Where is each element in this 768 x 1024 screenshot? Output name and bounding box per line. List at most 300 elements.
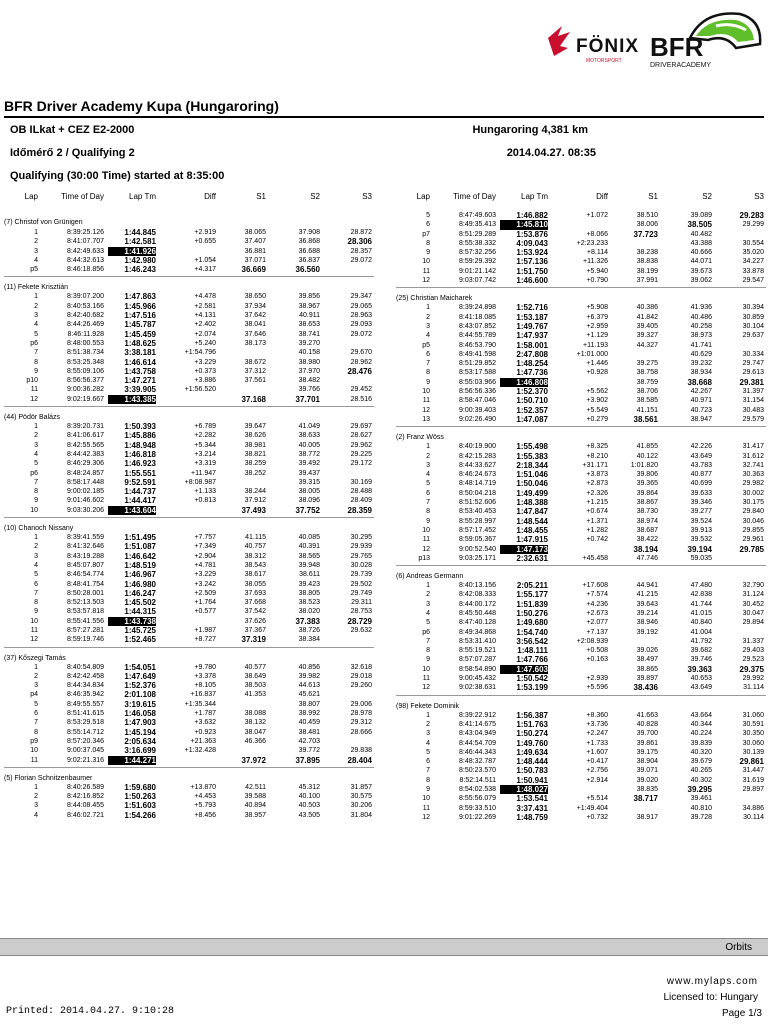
lap-number: 7 — [34, 719, 38, 727]
sector-1: 39.365 — [636, 480, 658, 488]
lap-number: 3 — [34, 247, 38, 255]
diff: +1.215 — [586, 499, 608, 507]
time-of-day: 8:43:19.288 — [67, 552, 104, 560]
sector-1: 39.806 — [636, 471, 658, 479]
header-s2: S2 — [310, 192, 320, 201]
diff: +4.131 — [194, 312, 216, 320]
lap-row — [4, 811, 374, 820]
lap-row — [4, 395, 374, 404]
lap-number: 4 — [34, 256, 38, 264]
sector-3: 29.093 — [350, 321, 372, 329]
lap-row — [396, 359, 766, 368]
diff: +1.446 — [586, 360, 608, 368]
time-of-day: 8:42:42.458 — [67, 672, 104, 680]
sector-2: 40.856 — [298, 663, 320, 671]
sector-2: 38.967 — [298, 302, 320, 310]
sector-1: 39.275 — [636, 360, 658, 368]
sector-3: 32.790 — [742, 582, 764, 590]
sector-1: 41.663 — [636, 711, 658, 719]
sector-2: 40.666 — [690, 249, 712, 257]
sector-3: 29.840 — [742, 508, 764, 516]
lap-row — [396, 804, 766, 813]
sector-2: 40.391 — [298, 543, 320, 551]
sector-3: 28.516 — [350, 395, 372, 403]
lap-number: 5 — [34, 571, 38, 579]
lap-row — [4, 626, 374, 635]
lap-time: 1:47.087 — [516, 414, 548, 424]
lap-row — [4, 311, 374, 320]
lap-row — [4, 256, 374, 265]
lap-time: 1:52.357 — [516, 405, 548, 415]
lap-row — [396, 461, 766, 470]
lap-time: 1:47.736 — [516, 368, 548, 378]
time-of-day: 8:49:34.868 — [459, 628, 496, 636]
svg-text:MOTORSPORT: MOTORSPORT — [586, 58, 622, 64]
diff: +2.509 — [194, 589, 216, 597]
sector-3: 30.394 — [742, 304, 764, 312]
time-of-day: 8:57:27.281 — [67, 626, 104, 634]
diff: +5.908 — [586, 304, 608, 312]
diff: +0.928 — [586, 369, 608, 377]
time-of-day: 8:55:19.521 — [459, 647, 496, 655]
time-of-day: 8:53:25.348 — [67, 358, 104, 366]
lap-time: 2:01.108 — [124, 690, 156, 700]
diff: +11.193 — [583, 341, 608, 349]
lap-row — [4, 737, 374, 746]
lap-row — [396, 628, 766, 637]
lap-number: 9 — [34, 497, 38, 505]
lap-row — [4, 320, 374, 329]
lap-number: 5 — [426, 212, 430, 219]
lap-time: 1:49.499 — [516, 488, 548, 498]
lap-row — [396, 637, 766, 646]
time-of-day: 8:57:20.346 — [67, 737, 104, 745]
lap-row — [4, 431, 374, 440]
lap-row — [4, 542, 374, 551]
sector-2: 39.673 — [690, 267, 712, 275]
diff: +0.813 — [194, 497, 216, 505]
time-of-day: 9:03:07.742 — [459, 277, 496, 285]
diff: +8.456 — [194, 811, 216, 819]
sector-2: 38.505 — [687, 220, 712, 230]
driver-name: (98) Fekete Dominik — [396, 695, 766, 711]
sector-3: 31.804 — [350, 811, 372, 819]
mylaps-url[interactable]: www.mylaps.com — [666, 976, 758, 987]
sector-3: 29.765 — [350, 552, 372, 560]
time-of-day: 8:44:55.789 — [459, 332, 496, 340]
time-of-day: 8:56:56.377 — [67, 377, 104, 385]
lap-number: 5 — [34, 700, 38, 708]
lap-number: 10 — [422, 665, 430, 673]
lap-row — [4, 709, 374, 718]
time-of-day: 9:01:46.602 — [67, 497, 104, 505]
header-lap: Lap — [24, 192, 38, 201]
sector-2: 39.982 — [298, 672, 320, 680]
time-of-day: 8:44:32.613 — [67, 256, 104, 264]
sector-2: 39.633 — [690, 489, 712, 497]
time-of-day: 8:40:13.156 — [459, 582, 496, 590]
time-of-day: 8:55:03.966 — [459, 378, 496, 386]
diff: +7.137 — [586, 628, 608, 636]
lap-row — [4, 385, 374, 394]
sector-2: 39.461 — [690, 795, 712, 803]
lap-number: 1 — [34, 534, 38, 542]
header-lap: Lap — [416, 192, 430, 201]
track-info: Hungaroring 4,381 km — [472, 124, 588, 136]
sector-2: 43.783 — [690, 461, 712, 469]
sector-3: 30.002 — [742, 489, 764, 497]
sector-1: 40.386 — [636, 304, 658, 312]
time-of-day: 8:46:53.790 — [459, 341, 496, 349]
lap-row — [396, 729, 766, 738]
time-of-day: 8:59:33.510 — [459, 804, 496, 812]
lap-time: 3:38.181 — [124, 348, 156, 358]
sector-3: 29.838 — [350, 747, 372, 755]
lap-row — [396, 257, 766, 266]
time-of-day: 8:39:41.559 — [67, 534, 104, 542]
lap-row — [396, 498, 766, 507]
sector-2: 43.649 — [690, 452, 712, 460]
lap-row — [396, 554, 766, 563]
time-of-day: 8:50:23.570 — [459, 767, 496, 775]
sector-2: 39.492 — [298, 460, 320, 468]
time-of-day: 8:48:41.754 — [67, 580, 104, 588]
time-of-day: 8:44:42.383 — [67, 450, 104, 458]
sector-1: 38.510 — [636, 212, 658, 219]
time-of-day: 8:41:07.707 — [67, 238, 104, 246]
time-of-day: 8:49:35.413 — [459, 221, 496, 229]
lap-number: 11 — [422, 675, 430, 683]
diff: +0.279 — [586, 415, 608, 423]
sector-3: 30.028 — [350, 561, 372, 569]
sector-1: 40.894 — [244, 802, 266, 810]
lap-number: 9 — [34, 367, 38, 375]
sector-1: 38.088 — [244, 710, 266, 718]
diff: +1:01.000 — [576, 350, 608, 358]
lap-number: 1 — [34, 229, 38, 236]
lap-number: 5 — [34, 330, 38, 338]
sector-1: 37.723 — [633, 229, 658, 239]
driver-name: (6) Andreas Germann — [396, 565, 766, 581]
lap-number: 9 — [426, 249, 430, 257]
time-of-day: 8:44:54.709 — [459, 739, 496, 747]
sector-3: 30.060 — [742, 739, 764, 747]
diff: +2:08.939 — [576, 637, 608, 645]
lap-row — [396, 276, 766, 285]
lap-time: 1:44.417 — [124, 496, 156, 506]
lap-time: 1:50.783 — [516, 766, 548, 776]
lap-row — [4, 700, 374, 709]
lap-row — [396, 211, 766, 220]
time-of-day: 8:39:22.912 — [459, 711, 496, 719]
sector-2: 59.035 — [690, 554, 712, 562]
sector-3: 29.962 — [350, 441, 372, 449]
lap-time: 2:32.631 — [516, 553, 548, 563]
sector-1: 40.828 — [636, 720, 658, 728]
lap-number: 6 — [426, 758, 430, 766]
lap-row — [396, 581, 766, 590]
sector-3: 30.452 — [742, 600, 764, 608]
sector-2: 41.015 — [690, 609, 712, 617]
time-of-day: 8:55:41.556 — [67, 617, 104, 625]
sector-2: 40.302 — [690, 776, 712, 784]
lap-row — [4, 237, 374, 246]
sector-3: 28.872 — [350, 229, 372, 236]
lap-number: 4 — [34, 450, 38, 458]
diff: +3.736 — [586, 720, 608, 728]
lap-number: p5 — [30, 266, 38, 274]
diff: +5.562 — [586, 388, 608, 396]
diff: +0.790 — [586, 277, 608, 285]
sector-1: 44.327 — [636, 341, 658, 349]
diff: +0.923 — [194, 728, 216, 736]
lap-number: 12 — [30, 395, 38, 403]
lap-time: 1:55.383 — [516, 451, 548, 461]
lap-number: 2 — [34, 432, 38, 440]
lap-time: 1:52.465 — [124, 635, 156, 645]
sector-2: 40.224 — [690, 730, 712, 738]
time-of-day: 8:51:41.615 — [67, 710, 104, 718]
sector-3: 28.359 — [347, 505, 372, 515]
lap-time: 3:16.699 — [124, 746, 156, 756]
diff: +5.549 — [586, 406, 608, 414]
time-of-day: 8:46:44.343 — [459, 748, 496, 756]
header-diff: Diff — [204, 192, 216, 201]
sector-2: 37.908 — [298, 229, 320, 236]
sector-1: 37.642 — [244, 312, 266, 320]
lap-number: 3 — [426, 461, 430, 469]
time-of-day: 9:00:02.185 — [67, 488, 104, 496]
lap-number: 4 — [34, 811, 38, 819]
time-of-day: 8:41:06.617 — [67, 432, 104, 440]
sector-1: 41.215 — [636, 591, 658, 599]
diff: +0.577 — [194, 608, 216, 616]
diff: +9.780 — [194, 663, 216, 671]
lap-number: p10 — [26, 377, 38, 385]
lap-time: 1:46.642 — [124, 551, 156, 561]
diff: +3.242 — [194, 580, 216, 588]
lap-time: 1:53.541 — [516, 794, 548, 804]
time-of-day: 8:44:08.455 — [67, 802, 104, 810]
sector-2: 45.621 — [298, 691, 320, 699]
sector-1: 39.192 — [636, 628, 658, 636]
sector-2: 36.688 — [298, 247, 320, 255]
lap-time: 1:44.271 — [108, 756, 156, 765]
sector-2: 42.226 — [690, 443, 712, 451]
lap-number: 12 — [422, 684, 430, 692]
sector-2: 39.524 — [690, 517, 712, 525]
time-of-day: 8:51:38.734 — [67, 349, 104, 357]
lap-row — [396, 748, 766, 757]
sector-3: 29.452 — [350, 386, 372, 394]
lap-time: 1:45.886 — [124, 431, 156, 441]
lap-time: 1:51.046 — [516, 470, 548, 480]
sector-1: 37.693 — [244, 589, 266, 597]
sector-3: 28.978 — [350, 710, 372, 718]
sector-2: 37.701 — [295, 394, 320, 404]
lap-row — [396, 545, 766, 554]
sector-1: 37.561 — [244, 377, 266, 385]
sector-1: 36.669 — [241, 265, 266, 275]
lap-row — [4, 348, 374, 357]
sector-1: 39.643 — [636, 600, 658, 608]
sector-1: 37.407 — [244, 238, 266, 246]
sector-1: 38.497 — [636, 656, 658, 664]
driver-name: (25) Christian Maicharek — [396, 287, 766, 303]
time-of-day: 9:00:52.540 — [459, 545, 496, 553]
sector-2: 38.523 — [298, 599, 320, 607]
lap-number: 11 — [422, 804, 430, 812]
time-of-day: 8:42:49.633 — [67, 247, 104, 255]
sector-3: 33.878 — [742, 267, 764, 275]
header-s3: S3 — [362, 192, 372, 201]
lap-number: 2 — [34, 302, 38, 310]
lap-number: 3 — [34, 802, 38, 810]
sector-1: 38.199 — [636, 267, 658, 275]
diff: +1.987 — [194, 626, 216, 634]
lap-number: 2 — [426, 591, 430, 599]
sector-3: 29.283 — [739, 211, 764, 220]
diff: +1:54.796 — [184, 349, 216, 357]
sector-2: 40.482 — [690, 230, 712, 238]
lap-time: 1:47.903 — [124, 718, 156, 728]
lap-row — [396, 507, 766, 516]
sector-2: 40.085 — [298, 534, 320, 542]
time-of-day: 9:03:25.171 — [459, 554, 496, 562]
lap-number: 9 — [426, 656, 430, 664]
lap-time: 1:47.863 — [124, 292, 156, 302]
sector-1: 37.493 — [241, 505, 266, 515]
sector-2: 37.752 — [295, 505, 320, 515]
lap-time: 1:55.551 — [124, 468, 156, 478]
sector-2: 38.005 — [298, 488, 320, 496]
lap-row — [396, 406, 766, 415]
lap-row — [4, 506, 374, 515]
lap-time: 1:47.603 — [500, 665, 548, 674]
lap-number: 2 — [426, 313, 430, 321]
time-of-day: 8:42:08.333 — [459, 591, 496, 599]
time-of-day: 8:59:05.367 — [459, 536, 496, 544]
time-of-day: 8:40:54.809 — [67, 663, 104, 671]
sector-3: 30.175 — [742, 499, 764, 507]
sector-1: 38.543 — [244, 561, 266, 569]
sector-1: 38.561 — [633, 414, 658, 424]
lap-number: 4 — [34, 321, 38, 329]
header-s3: S3 — [754, 192, 764, 201]
diff: +21.363 — [190, 737, 216, 745]
sector-1: 38.957 — [244, 811, 266, 819]
sector-1: 37.972 — [241, 755, 266, 765]
sector-1: 38.503 — [244, 682, 266, 690]
sector-3: 29.579 — [742, 415, 764, 423]
lap-time: 1:49.767 — [516, 321, 548, 331]
printed-timestamp: Printed: 2014.04.27. 9:10:28 — [6, 1006, 175, 1017]
lap-number: 8 — [34, 358, 38, 366]
sector-2: 41.744 — [690, 600, 712, 608]
lap-time: 1:41.926 — [108, 247, 156, 256]
sector-3: 29.375 — [739, 664, 764, 674]
sector-1: 38.585 — [636, 397, 658, 405]
sector-3: 29.299 — [742, 221, 764, 229]
sector-1: 37.367 — [244, 626, 266, 634]
lap-number: 8 — [426, 369, 430, 377]
lap-time: 3:56.542 — [516, 636, 548, 646]
sector-3: 29.982 — [742, 480, 764, 488]
time-of-day: 8:49:41.598 — [459, 350, 496, 358]
diff: +2.873 — [586, 480, 608, 488]
lap-time: 1:52.376 — [124, 681, 156, 691]
lap-row — [4, 718, 374, 727]
driver-name: (37) Kőszegi Tamás — [4, 647, 374, 663]
sector-1: 38.312 — [244, 552, 266, 560]
sector-1: 39.214 — [636, 609, 658, 617]
time-of-day: 8:46:35.942 — [67, 691, 104, 699]
diff: +5.240 — [194, 339, 216, 347]
sector-2: 38.565 — [298, 552, 320, 560]
sector-1: 38.730 — [636, 508, 658, 516]
lap-number: 7 — [34, 478, 38, 486]
lap-time: 2:05.211 — [516, 581, 548, 591]
lap-number: p9 — [30, 737, 38, 745]
time-of-day: 8:44:00.172 — [459, 600, 496, 608]
time-of-day: 8:56:56.336 — [459, 388, 496, 396]
lap-time: 1:53.199 — [516, 683, 548, 693]
lap-row — [4, 358, 374, 367]
sector-2: 43.388 — [690, 239, 712, 247]
lap-time: 1:45.787 — [124, 320, 156, 330]
lap-row — [396, 442, 766, 451]
time-of-day: 9:00:37.045 — [67, 747, 104, 755]
header-time-of-day: Time of Day — [453, 192, 496, 201]
lap-number: 4 — [34, 561, 38, 569]
lap-number: 9 — [426, 786, 430, 794]
lap-number: 1 — [34, 293, 38, 301]
lap-number: 1 — [426, 582, 430, 590]
sector-3: 30.047 — [742, 609, 764, 617]
diff: +4.478 — [194, 293, 216, 301]
sector-1: 38.055 — [244, 580, 266, 588]
lap-time: 1:51.750 — [516, 266, 548, 276]
lap-time: 1:53.187 — [516, 312, 548, 322]
time-of-day: 8:41:18.085 — [459, 313, 496, 321]
sector-1: 41.855 — [636, 443, 658, 451]
sector-3: 30.363 — [742, 471, 764, 479]
lap-row — [396, 517, 766, 526]
svg-text:FÖNIX: FÖNIX — [576, 36, 640, 57]
sector-2: 39.766 — [298, 386, 320, 394]
lap-number: p7 — [422, 230, 430, 238]
diff: +11.326 — [583, 258, 608, 266]
sector-1: 38.259 — [244, 460, 266, 468]
sector-3: 29.225 — [350, 450, 372, 458]
sector-2: 36.837 — [298, 256, 320, 264]
lap-time: 1:47.173 — [500, 545, 548, 554]
sector-1: 44.941 — [636, 582, 658, 590]
sector-2: 41.049 — [298, 423, 320, 431]
sector-2: 40.258 — [690, 322, 712, 330]
lap-row — [4, 367, 374, 376]
lap-row — [396, 350, 766, 359]
sector-2: 40.320 — [690, 748, 712, 756]
lap-time: 1:46.058 — [124, 709, 156, 719]
sector-3: 31.612 — [742, 452, 764, 460]
sector-2: 39.913 — [690, 526, 712, 534]
driver-name: (2) Franz Wöss — [396, 426, 766, 442]
header-lap-tm: Lap Tm — [129, 192, 156, 201]
sector-1: 38.047 — [244, 728, 266, 736]
diff: +0.163 — [586, 656, 608, 664]
lap-row — [4, 598, 374, 607]
